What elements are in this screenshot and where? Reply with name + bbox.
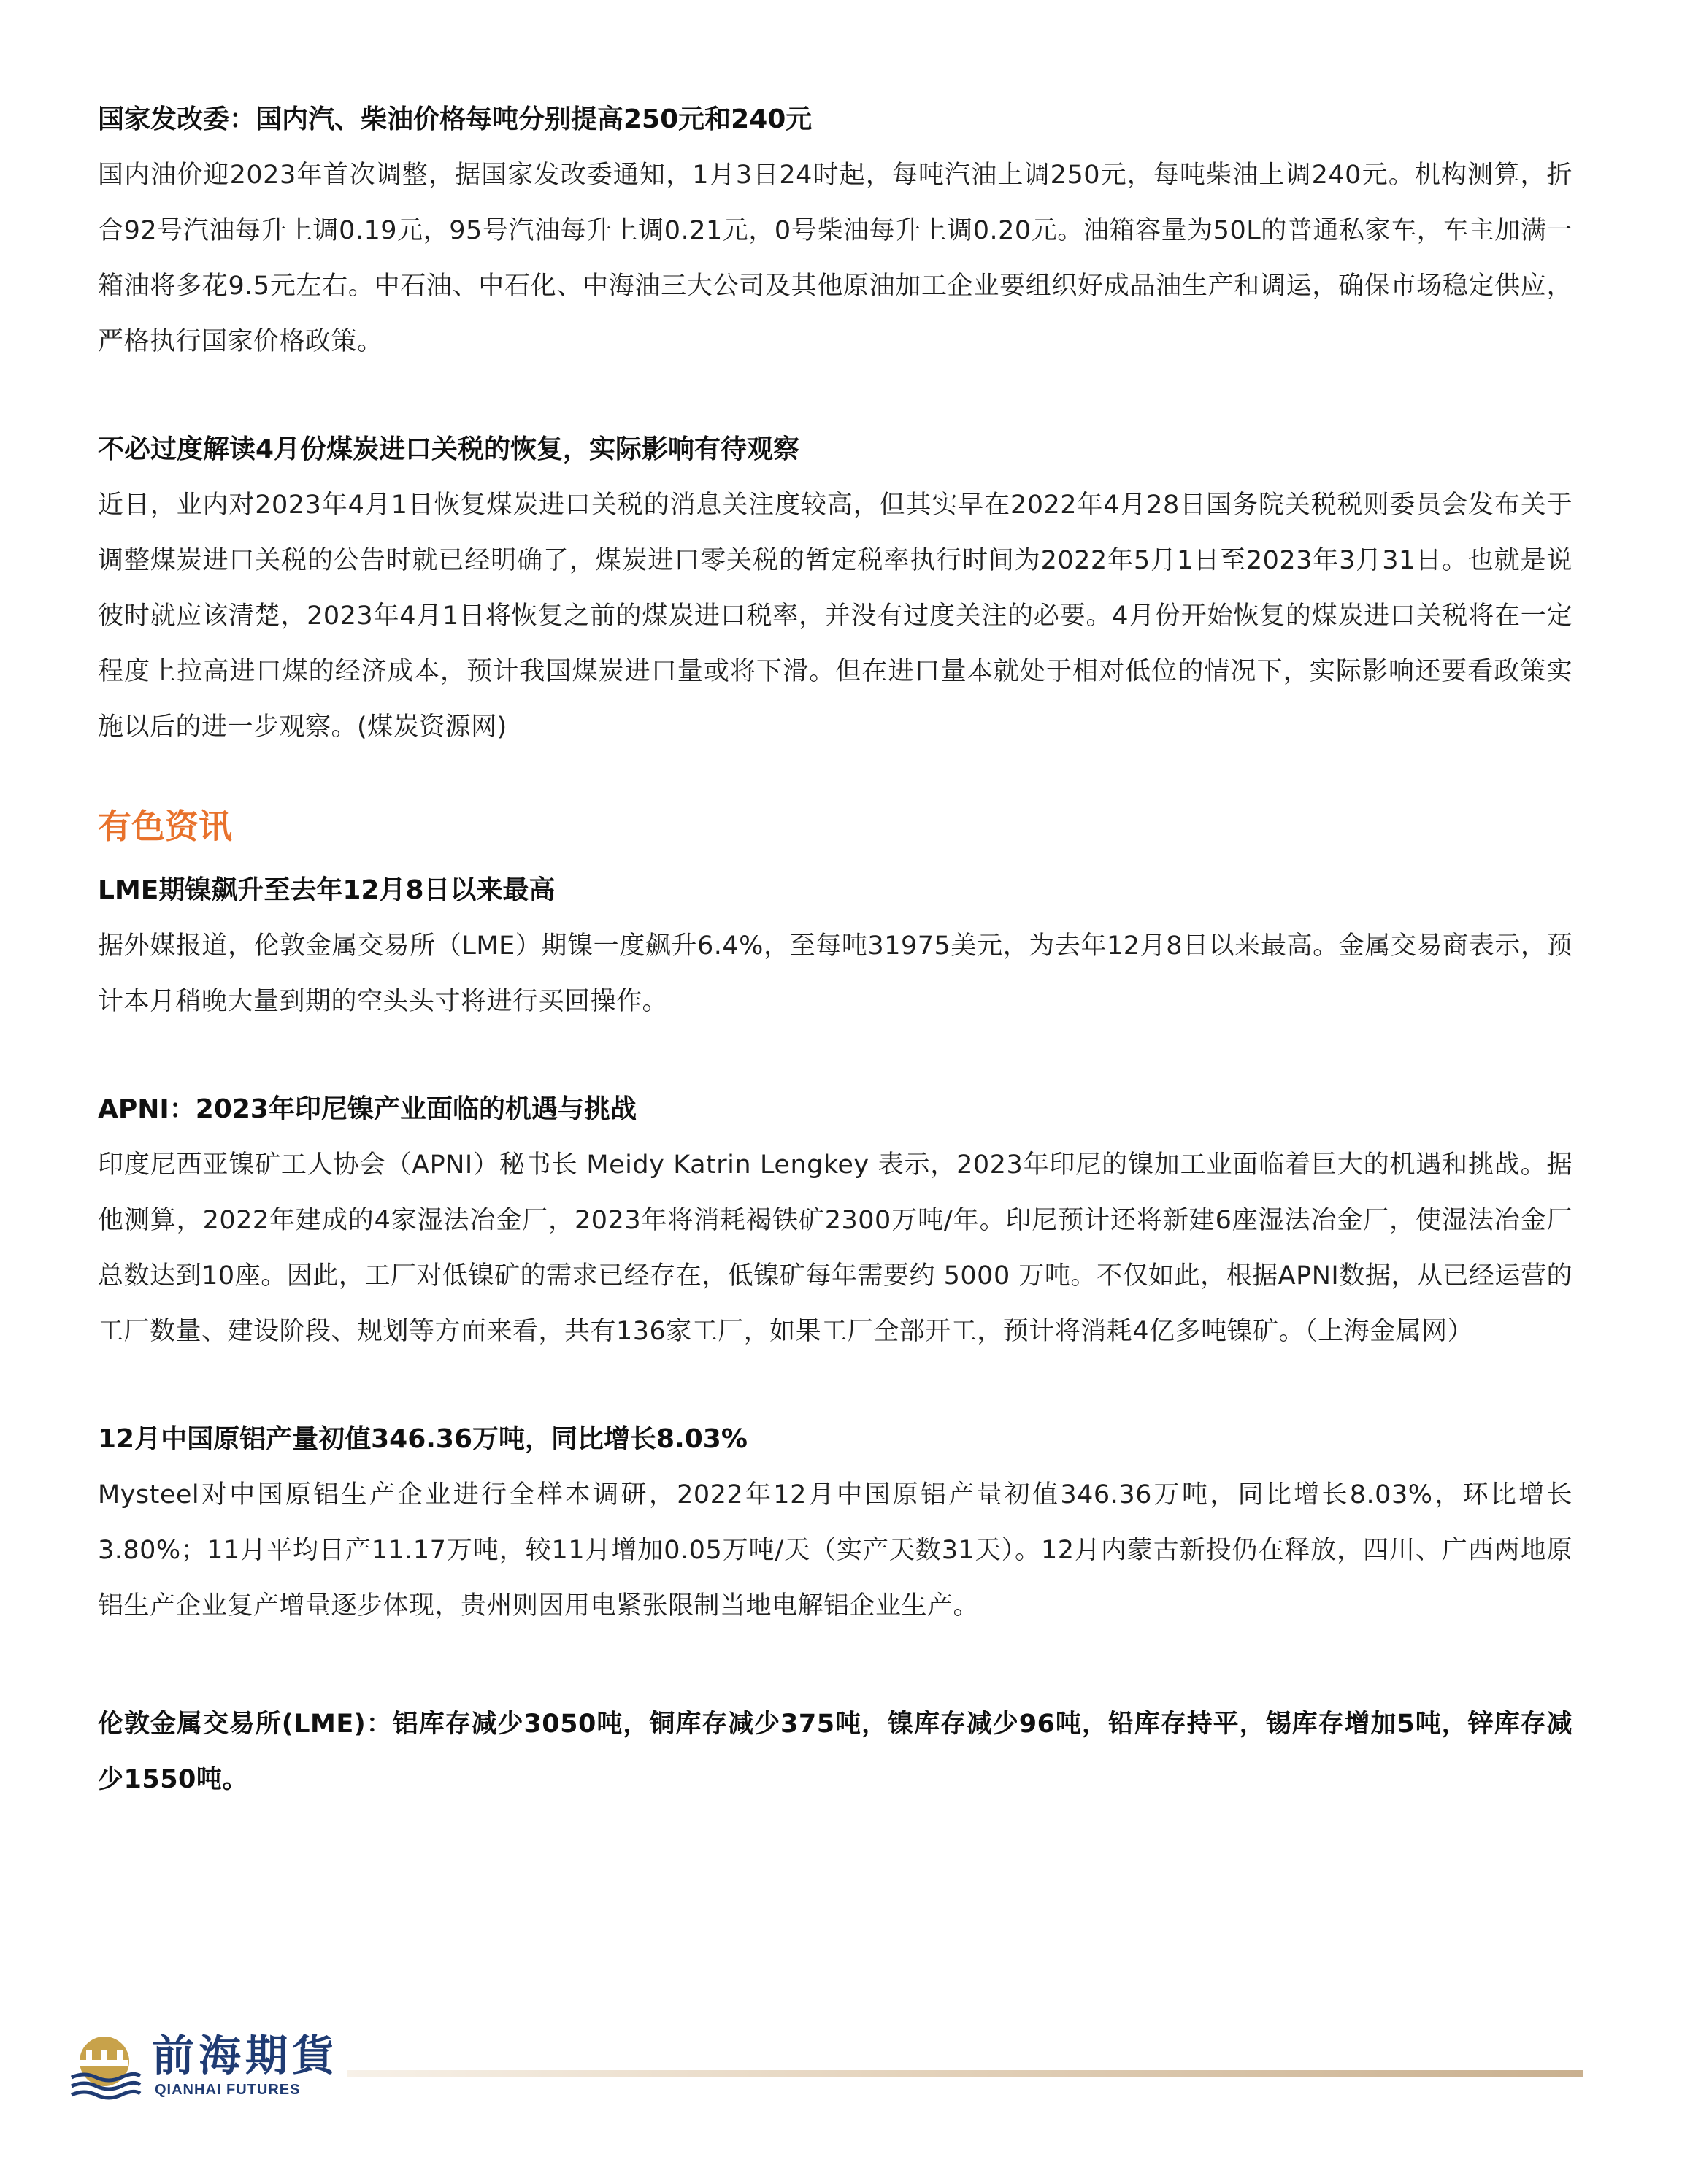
news-item-coal-tariff <box>98 432 1572 755</box>
news-headline: 不必过度解读4月份煤炭进口关税的恢复，实际影响有待观察 <box>98 434 800 464</box>
news-headline: 12月中国原铝产量初值346.36万吨，同比增长8.03% <box>98 1424 748 1454</box>
footer-divider <box>347 2070 1583 2077</box>
news-body: 近日，业内对2023年4月1日恢复煤炭进口关税的消息关注度较高，但其实早在2022年4月28日国务院关税税则委员会发布关于调整煤炭进口关税的公告时就已经明确了，煤炭进口零关税的暂定税率执行时间为2022年5月1日至2023年3月31日。也就是说彼时就应该清楚，2023年4月1日将恢复之前的煤炭进口税率，并没有过度关注的必要。4月份开始恢复的煤炭进口关税将在一定程度上拉高进口煤的经济成本，预计我国煤炭进口量或将下滑。但在进口量本就处于相对低位的情况下，实际影响还要看政策实施以后的进一步观察。(煤炭资源网) <box>98 491 1572 742</box>
news-item-lme-nickel <box>98 873 1572 1029</box>
news-item-aluminum-output <box>98 1422 1572 1634</box>
news-body: 国内油价迎2023年首次调整，据国家发改委通知，1月3日24时起，每吨汽油上调250元，每吨柴油上调240元。机构测算，折合92号汽油每升上调0.19元，95号汽油每升上调0.21元，0号柴油每升上调0.20元。油箱容量为50L的普通私家车，车主加满一箱油将多花9.5元左右。中石油、中石化、中海油三大公司及其他原油加工企业要组织好成品油生产和调运，确保市场稳定供应，严格执行国家价格政策。 <box>98 161 1572 356</box>
news-item-apni <box>98 1092 1572 1359</box>
logo-english-name: QIANHAI FUTURES <box>155 2082 301 2098</box>
news-item-oil-price <box>98 102 1572 369</box>
page-content <box>98 102 1572 1870</box>
qianhai-logo-icon <box>64 2032 145 2105</box>
logo-chinese-name: 前海期貨 <box>152 2031 339 2080</box>
news-item-lme-inventory <box>98 1696 1572 1807</box>
page-footer <box>64 2029 1583 2117</box>
company-logo <box>64 2029 342 2110</box>
news-body: 印度尼西亚镍矿工人协会（APNI）秘书长 Meidy Katrin Lengkey 表示，2023年印尼的镍加工业面临着巨大的机遇和挑战。据他测算，2022年建成的4家湿法冶金厂，2023年将消耗褐铁矿2300万吨/年。印尼预计还将新建6座湿法冶金厂，使湿法冶金厂总数达到10座。因此，工厂对低镍矿的需求已经存在，低镍矿每年需要约 5000 万吨。不仅如此，根据APNI数据，从已经运营的工厂数量、建设阶段、规划等方面来看，共有136家工厂，如果工厂全部开工，预计将消耗4亿多吨镍矿。（上海金属网） <box>98 1150 1572 1346</box>
news-body: Mysteel对中国原铝生产企业进行全样本调研，2022年12月中国原铝产量初值346.36万吨，同比增长8.03%，环比增长3.80%；11月平均日产11.17万吨，较11月增加0.05万吨/天（实产天数31天）。12月内蒙古新投仍在释放，四川、广西两地原铝生产企业复产增量逐步体现，贵州则因用电紧张限制当地电解铝企业生产。 <box>98 1480 1572 1620</box>
section-title-nonferrous: 有色资讯 <box>98 807 232 846</box>
news-headline: 国家发改委：国内汽、柴油价格每吨分别提高250元和240元 <box>98 104 813 134</box>
news-body: 据外媒报道，伦敦金属交易所（LME）期镍一度飙升6.4%，至每吨31975美元，为去年12月8日以来最高。金属交易商表示，预计本月稍晚大量到期的空头头寸将进行买回操作。 <box>98 931 1572 1016</box>
news-headline: LME期镍飙升至去年12月8日以来最高 <box>98 875 556 905</box>
lme-inventory-text: 伦敦金属交易所(LME)：铝库存减少3050吨，铜库存减少375吨，镍库存减少96吨，铅库存持平，锡库存增加5吨，锌库存减少1550吨。 <box>98 1710 1572 1794</box>
news-headline: APNI：2023年印尼镍产业面临的机遇与挑战 <box>98 1094 637 1124</box>
